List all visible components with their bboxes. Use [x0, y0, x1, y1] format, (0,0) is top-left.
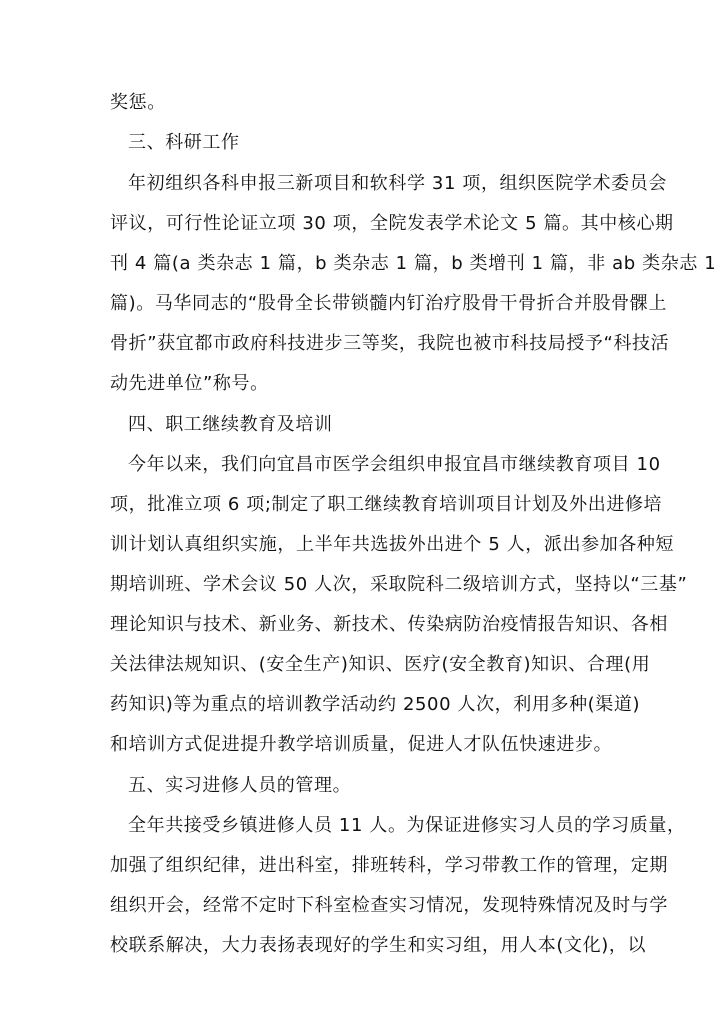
text-line: 刊 4 篇(a 类杂志 1 篇，b 类杂志 1 篇，b 类增刊 1 篇，非 ab 类杂志 1: [110, 253, 717, 274]
text-line: 项，批准立项 6 项;制定了职工继续教育培训项目计划及外出进修培: [110, 494, 663, 515]
text-line: 理论知识与技术、新业务、新技术、传染病防治疫情报告知识、各相: [110, 614, 668, 635]
text-line: 年初组织各科申报三新项目和软科学 31 项，组织医院学术委员会: [128, 173, 667, 194]
text-line: 训计划认真组织实施，上半年共选拔外出进个 5 人，派出参加各种短: [110, 534, 675, 555]
text-line: 组织开会，经常不定时下科室检查实习情况，发现特殊情况及时与学: [110, 895, 668, 916]
text-line: 骨折”获宜都市政府科技进步三等奖，我院也被市科技局授予“科技活: [110, 333, 670, 354]
text-line: 关法律法规知识、(安全生产)知识、医疗(安全教育)知识、合理(用: [110, 654, 651, 675]
text-line: 全年共接受乡镇进修人员 11 人。为保证进修实习人员的学习质量，: [128, 815, 686, 836]
section-heading-research: 三、科研工作: [128, 132, 240, 153]
text-line: 加强了组织纪律，进出科室，排班转科，学习带教工作的管理，定期: [110, 855, 668, 876]
text-line: 篇)。马华同志的“股骨全长带锁髓内钉治疗股骨干骨折合并股骨髁上: [110, 293, 667, 314]
text-line: 今年以来，我们向宜昌市医学会组织申报宜昌市继续教育项目 10: [128, 454, 661, 475]
text-line: 评议，可行性论证立项 30 项，全院发表学术论文 5 篇。其中核心期: [110, 213, 674, 234]
text-line: 校联系解决，大力表扬表现好的学生和实习组，用人本(文化)，以: [110, 935, 647, 956]
text-line: 和培训方式促进提升教学培训质量，促进人才队伍快速进步。: [110, 734, 613, 755]
text-line: 药知识)等为重点的培训教学活动约 2500 人次，利用多种(渠道): [110, 694, 641, 715]
text-line: 奖惩。: [110, 92, 166, 113]
section-heading-intern-management: 五、实习进修人员的管理。: [128, 775, 352, 796]
section-heading-training: 四、职工继续教育及培训: [128, 414, 333, 435]
text-line: 期培训班、学术会议 50 人次，采取院科二级培训方式，坚持以“三基”: [110, 574, 688, 595]
text-line: 动先进单位”称号。: [110, 373, 269, 394]
